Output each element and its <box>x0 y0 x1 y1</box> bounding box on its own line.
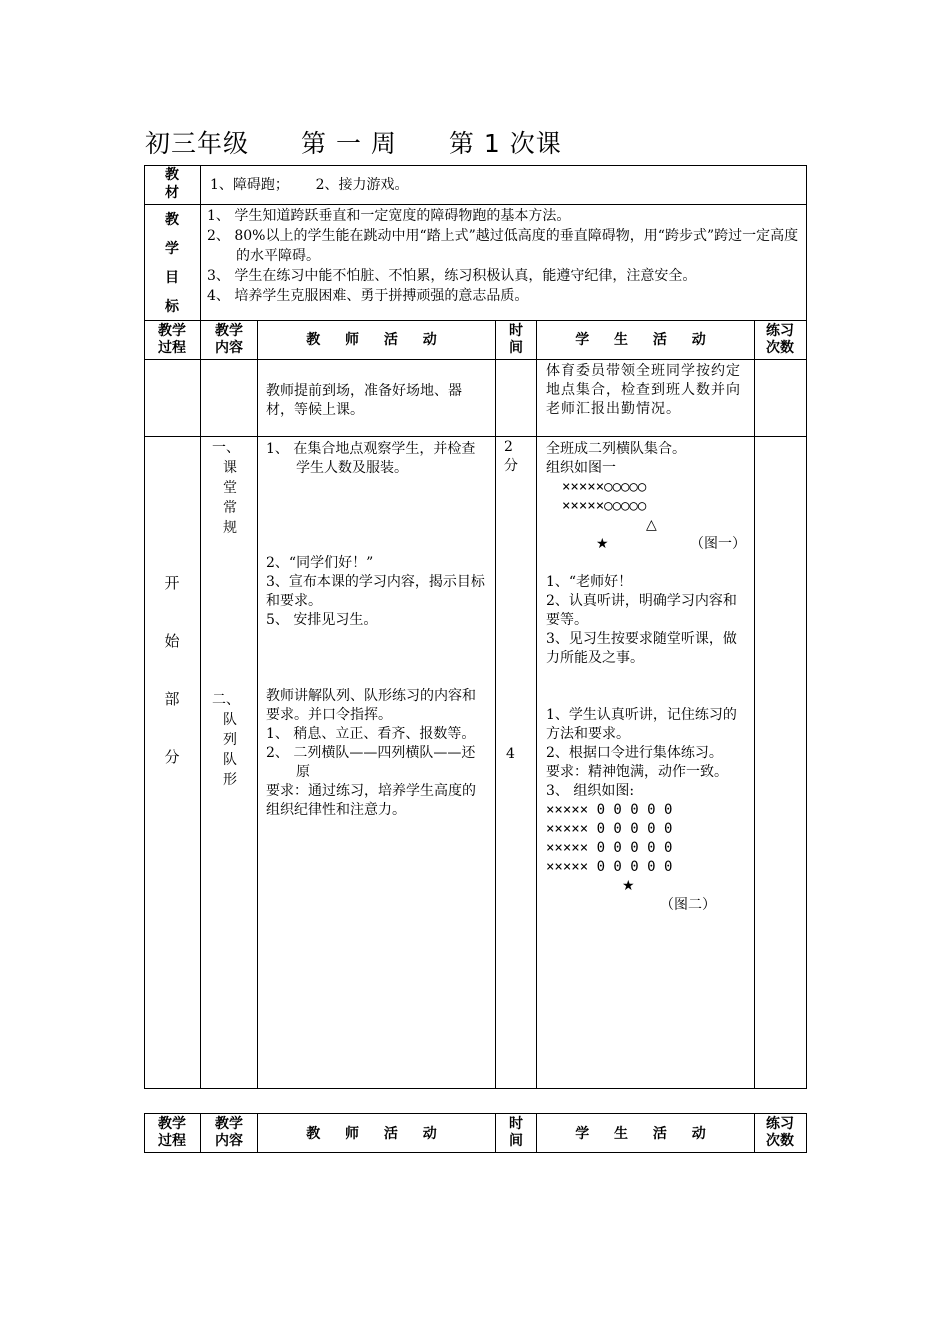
header-count: 练习次数 <box>766 323 794 356</box>
formation-2-row: ××××× 0 0 0 0 0 <box>546 859 673 875</box>
goal-2: 2、 80%以上的学生能在跳动中用“踏上式”越过低高度的垂直障碍物，用“跨步式”跨过一定高度的水平障碍。 <box>207 228 799 264</box>
pre-student: 体育委员带领全班同学按约定地点集合，检查到班人数并向老师汇报出勤情况。 <box>546 363 741 417</box>
header2-time: 时间 <box>509 1116 523 1149</box>
goal-4: 4、 培养学生克服困难、勇于拼搏顽强的意志品质。 <box>207 288 529 304</box>
formation-2-row: ××××× 0 0 0 0 0 <box>546 802 673 818</box>
formation-2-row: ××××× 0 0 0 0 0 <box>546 840 673 856</box>
header-teacher: 教 师 活 动 <box>306 332 447 348</box>
start-section-label: 开 始 部 分 <box>164 574 180 766</box>
header2-process: 教学过程 <box>158 1116 186 1149</box>
page-title <box>145 124 562 160</box>
header2-content: 教学内容 <box>215 1116 243 1149</box>
header-content: 教学内容 <box>215 323 243 356</box>
student-activity: 全班成二列横队集合。 组织如图一 ×××××○○○○○ ×××××○○○○○ △ ★ （图一） 1、“老师好！ 2、认真听讲，明确学习内容和要等。 3、见习生按要求随堂听课，做力所能及之事。 1、学生认真听讲，记住练习的方法和要求。 2、根据口令进行集体练习。 要求：精神饱满，动作一致。 3、 组织如图: ××××× 0 0 0 0 0 ××××× 0 0 0 0 0 ××××× 0 0 0 0 0 ××××× 0 0 0 0 0 ★ （图二） <box>546 441 746 913</box>
formation-2-row: ××××× 0 0 0 0 0 <box>546 821 673 837</box>
mubiao-label: 教 学 目 标 <box>165 212 179 315</box>
header2-teacher: 教 师 活 动 <box>306 1126 447 1142</box>
jiaocai-label: 教材 <box>165 167 179 201</box>
lesson-label: 第 1 次课 <box>448 129 562 158</box>
week-label: 第 一 周 <box>301 129 397 158</box>
formation-1a: ×××××○○○○○ <box>562 479 647 495</box>
header2-student: 学 生 活 动 <box>575 1126 716 1142</box>
time-2: 4 <box>506 746 515 762</box>
content-formation: 二、 队 列 队 形 <box>212 692 240 788</box>
header-process: 教学过程 <box>158 323 186 356</box>
formation-1b: ×××××○○○○○ <box>562 498 647 514</box>
content-routine: 一、 课 堂 常 规 <box>212 440 240 536</box>
grade-label: 初三年级 <box>145 129 250 158</box>
goal-3: 3、 学生在练习中能不怕脏、不怕累，练习积极认真，能遵守纪律，注意安全。 <box>207 268 697 284</box>
teacher-activity: 1、 在集合地点观察学生，并检查学生人数及服装。 2、“同学们好！” 3、宣布本课的学习内容，揭示目标和要求。 5、 安排见习生。 教师讲解队列、队形练习的内容和要求。并口令指挥。 1、 稍息、立正、看齐、报数等。 2、 二列横队——四列横队——还原 要求：通过练习，培养学生高度的组织纪律性和注意力。 <box>266 441 485 818</box>
header-student: 学 生 活 动 <box>575 332 716 348</box>
goal-1: 1、 学生知道跨跃垂直和一定宽度的障碍物跑的基本方法。 <box>207 208 571 224</box>
time-1: 2分 <box>504 439 518 474</box>
star-icon: ★ <box>596 536 609 552</box>
header2-count: 练习次数 <box>766 1116 794 1149</box>
mubiao-items <box>207 206 799 306</box>
header-time: 时间 <box>509 323 523 356</box>
star-icon: ★ <box>622 878 635 894</box>
pre-teacher: 教师提前到场，准备好场地、器材，等候上课。 <box>266 383 462 418</box>
jiaocai-content: 1、障碍跑； 2、接力游戏。 <box>210 177 409 193</box>
